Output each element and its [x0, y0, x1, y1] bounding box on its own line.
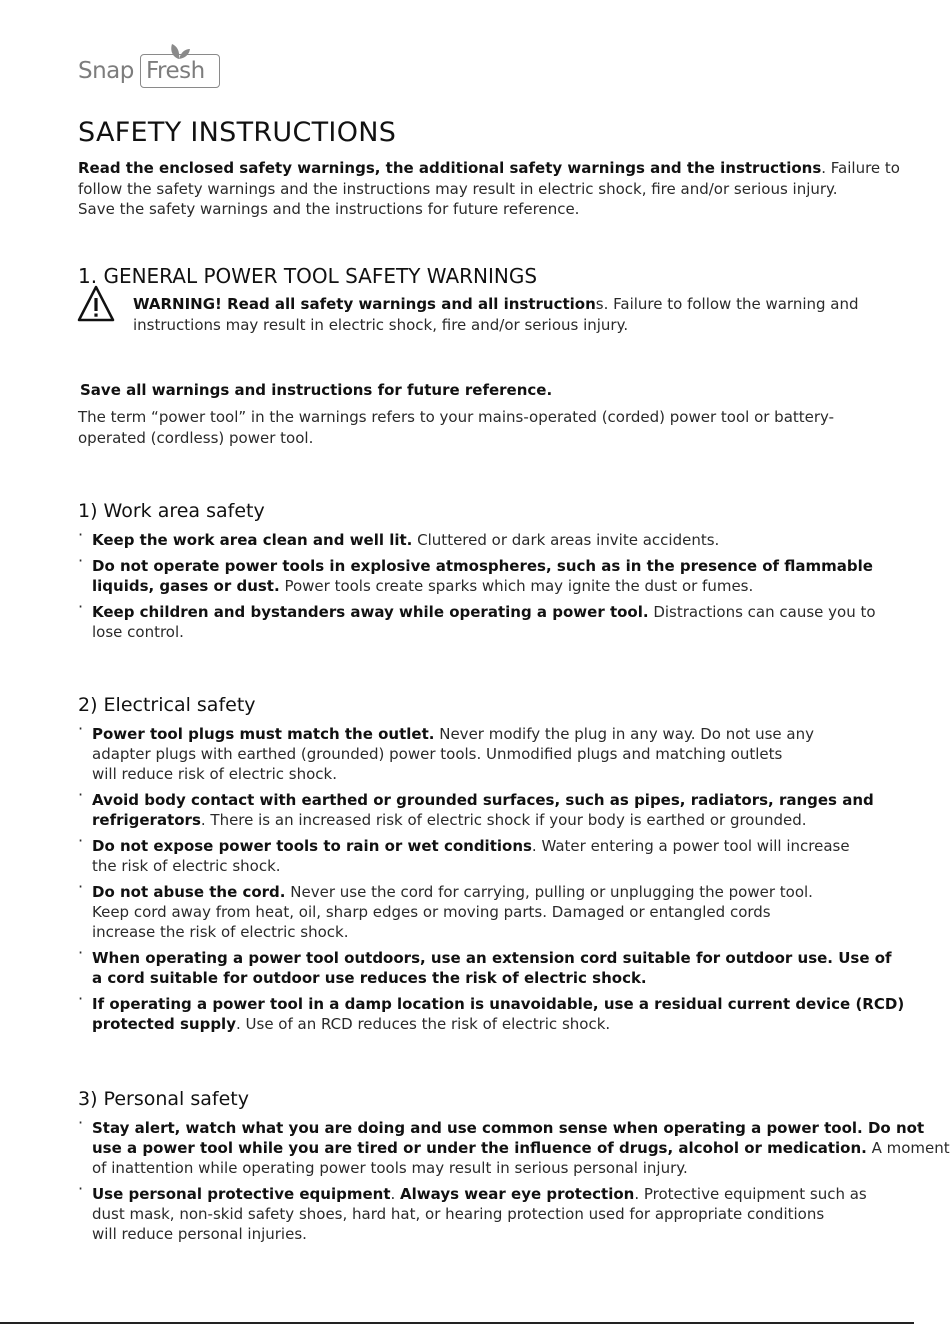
- bullet-marker: ·: [78, 597, 84, 616]
- list-item-bold: Avoid body contact with earthed or grounded surfaces, such as pipes, radiators, ranges and: [92, 791, 874, 809]
- list-item-text: . Protective equipment such as: [634, 1185, 867, 1203]
- list-item-bold: refrigerators: [92, 811, 201, 829]
- list-item-line: [92, 1184, 950, 1204]
- list-item-text: .: [390, 1185, 401, 1203]
- warning-bold: WARNING! Read all safety warnings and all instruction: [133, 295, 596, 313]
- list-item-text: Cluttered or dark areas invite accidents.: [412, 531, 720, 549]
- list-item-bold: protected supply: [92, 1015, 236, 1033]
- logo-text-fresh: Fresh: [146, 58, 205, 84]
- list-item-bold: Power tool plugs must match the outlet.: [92, 725, 435, 743]
- bullet-marker: ·: [78, 943, 84, 962]
- intro-line: follow the safety warnings and the instructions may result in electric shock, fire and/or serious injury.: [78, 179, 838, 198]
- list-item-line: [92, 1204, 950, 1224]
- list-item-line: [92, 968, 904, 988]
- list-item-line: [92, 790, 904, 810]
- intro-paragraph: [78, 158, 900, 220]
- list-item-line: [92, 576, 876, 596]
- list-item-text: . Water entering a power tool will increase: [531, 837, 850, 855]
- bullet-marker: ·: [78, 551, 84, 570]
- list-personal: [78, 1113, 950, 1250]
- term-line: operated (cordless) power tool.: [78, 428, 314, 447]
- list-item-bold: liquids, gases or dust.: [92, 577, 280, 595]
- list-item-line: [92, 764, 904, 784]
- bullet-marker: ·: [78, 525, 84, 544]
- list-item-text: Distractions can cause you to: [648, 603, 876, 621]
- list-item: [78, 597, 876, 642]
- list-item-line: [92, 1224, 950, 1244]
- list-item-bold: Keep the work area clean and well lit.: [92, 531, 413, 549]
- list-item-text: increase the risk of electric shock.: [92, 923, 349, 941]
- list-item-text: Never modify the plug in any way. Do not use any: [434, 725, 814, 743]
- list-item-bold: Keep children and bystanders away while operating a power tool.: [92, 603, 649, 621]
- list-item-line: [92, 948, 904, 968]
- list-item-line: [92, 810, 904, 830]
- list-item-line: [92, 856, 904, 876]
- list-item-line: [92, 556, 876, 576]
- list-item: [78, 1113, 950, 1178]
- list-item-bold: If operating a power tool in a damp location is unavoidable, use a residual current device (RCD): [92, 995, 905, 1013]
- section-heading-personal: 3) Personal safety: [78, 1088, 249, 1110]
- list-item-text: A moment: [866, 1139, 950, 1157]
- warning-line: instructions may result in electric shock, fire and/or serious injury.: [133, 315, 629, 334]
- list-electrical: [78, 719, 905, 1040]
- bullet-marker: ·: [78, 831, 84, 850]
- list-item: [78, 1179, 950, 1244]
- list-item-line: [92, 1138, 950, 1158]
- list-item-text: dust mask, non-skid safety shoes, hard hat, or hearing protection used for appropriate conditions: [92, 1205, 825, 1223]
- warning-rest: s. Failure to follow the warning and: [595, 295, 859, 313]
- list-item-text: . There is an increased risk of electric shock if your body is earthed or grounded.: [200, 811, 807, 829]
- section-heading-work-area: 1) Work area safety: [78, 500, 265, 522]
- logo-text-snap: Snap: [78, 58, 134, 84]
- list-item: [78, 943, 904, 988]
- list-item-line: [92, 922, 904, 942]
- list-item-line: [92, 902, 904, 922]
- leaf-icon: [166, 42, 192, 60]
- page-title: SAFETY INSTRUCTIONS: [78, 117, 397, 148]
- bullet-marker: ·: [78, 877, 84, 896]
- list-item-line: [92, 530, 876, 550]
- warning-text: [133, 294, 859, 335]
- list-item-line: [92, 1014, 904, 1034]
- term-definition: [78, 407, 834, 448]
- bullet-marker: ·: [78, 785, 84, 804]
- list-item-text: lose control.: [92, 623, 184, 641]
- list-item-bold: Do not operate power tools in explosive atmospheres, such as in the presence of flammable: [92, 557, 873, 575]
- list-item-text: . Use of an RCD reduces the risk of electric shock.: [235, 1015, 611, 1033]
- list-item: [78, 785, 904, 830]
- list-item-line: [92, 622, 876, 642]
- save-notice: [80, 380, 552, 401]
- list-item-text: adapter plugs with earthed (grounded) power tools. Unmodified plugs and matching outlets: [92, 745, 783, 763]
- list-item-bold: Always wear eye protection: [400, 1185, 635, 1203]
- bullet-marker: ·: [78, 719, 84, 738]
- bullet-marker: ·: [78, 1113, 84, 1132]
- list-item-line: [92, 1158, 950, 1178]
- intro-line: Save the safety warnings and the instructions for future reference.: [78, 200, 580, 218]
- list-item-bold: Do not expose power tools to rain or wet conditions: [92, 837, 532, 855]
- list-item-line: [92, 724, 904, 744]
- list-item-line: [92, 602, 876, 622]
- bullet-marker: ·: [78, 989, 84, 1008]
- list-item-line: [92, 836, 904, 856]
- section-heading-electrical: 2) Electrical safety: [78, 694, 256, 716]
- list-item-line: [92, 1118, 950, 1138]
- list-item-bold: Use personal protective equipment: [92, 1185, 391, 1203]
- list-item: [78, 551, 876, 596]
- term-line: The term “power tool” in the warnings refers to your mains-operated (corded) power tool or battery-: [78, 408, 835, 426]
- list-item-text: will reduce risk of electric shock.: [92, 765, 338, 783]
- save-notice-bold: Save all warnings and instructions for future reference.: [80, 381, 553, 399]
- section-heading-general: 1. GENERAL POWER TOOL SAFETY WARNINGS: [78, 264, 538, 288]
- intro-text: . Failure to: [821, 159, 900, 177]
- list-item-line: [92, 744, 904, 764]
- list-item-bold: When operating a power tool outdoors, use an extension cord suitable for outdoor use. Use of: [92, 949, 892, 967]
- warning-icon: [76, 284, 116, 324]
- list-item: [78, 831, 904, 876]
- list-item-line: [92, 882, 904, 902]
- list-item-text: will reduce personal injuries.: [92, 1225, 307, 1243]
- list-work-area: [78, 525, 876, 648]
- list-item-bold: Do not abuse the cord.: [92, 883, 286, 901]
- list-item-line: [92, 994, 904, 1014]
- list-item-bold: a cord suitable for outdoor use reduces the risk of electric shock.: [92, 969, 647, 987]
- list-item: [78, 877, 904, 942]
- list-item-bold: use a power tool while you are tired or under the influence of drugs, alcohol or medication.: [92, 1139, 867, 1157]
- list-item: [78, 989, 905, 1034]
- list-item: [78, 719, 904, 784]
- intro-bold: Read the enclosed safety warnings, the additional safety warnings and the instructions: [78, 159, 822, 177]
- list-item-text: Keep cord away from heat, oil, sharp edges or moving parts. Damaged or entangled cords: [92, 903, 771, 921]
- list-item-bold: Stay alert, watch what you are doing and use common sense when operating a power tool. Do not: [92, 1119, 925, 1137]
- list-item: [78, 525, 876, 550]
- list-item-text: the risk of electric shock.: [92, 857, 281, 875]
- list-item-text: Never use the cord for carrying, pulling or unplugging the power tool.: [285, 883, 813, 901]
- bullet-marker: ·: [78, 1179, 84, 1198]
- list-item-text: of inattention while operating power tools may result in serious personal injury.: [92, 1159, 688, 1177]
- list-item-text: Power tools create sparks which may ignite the dust or fumes.: [279, 577, 754, 595]
